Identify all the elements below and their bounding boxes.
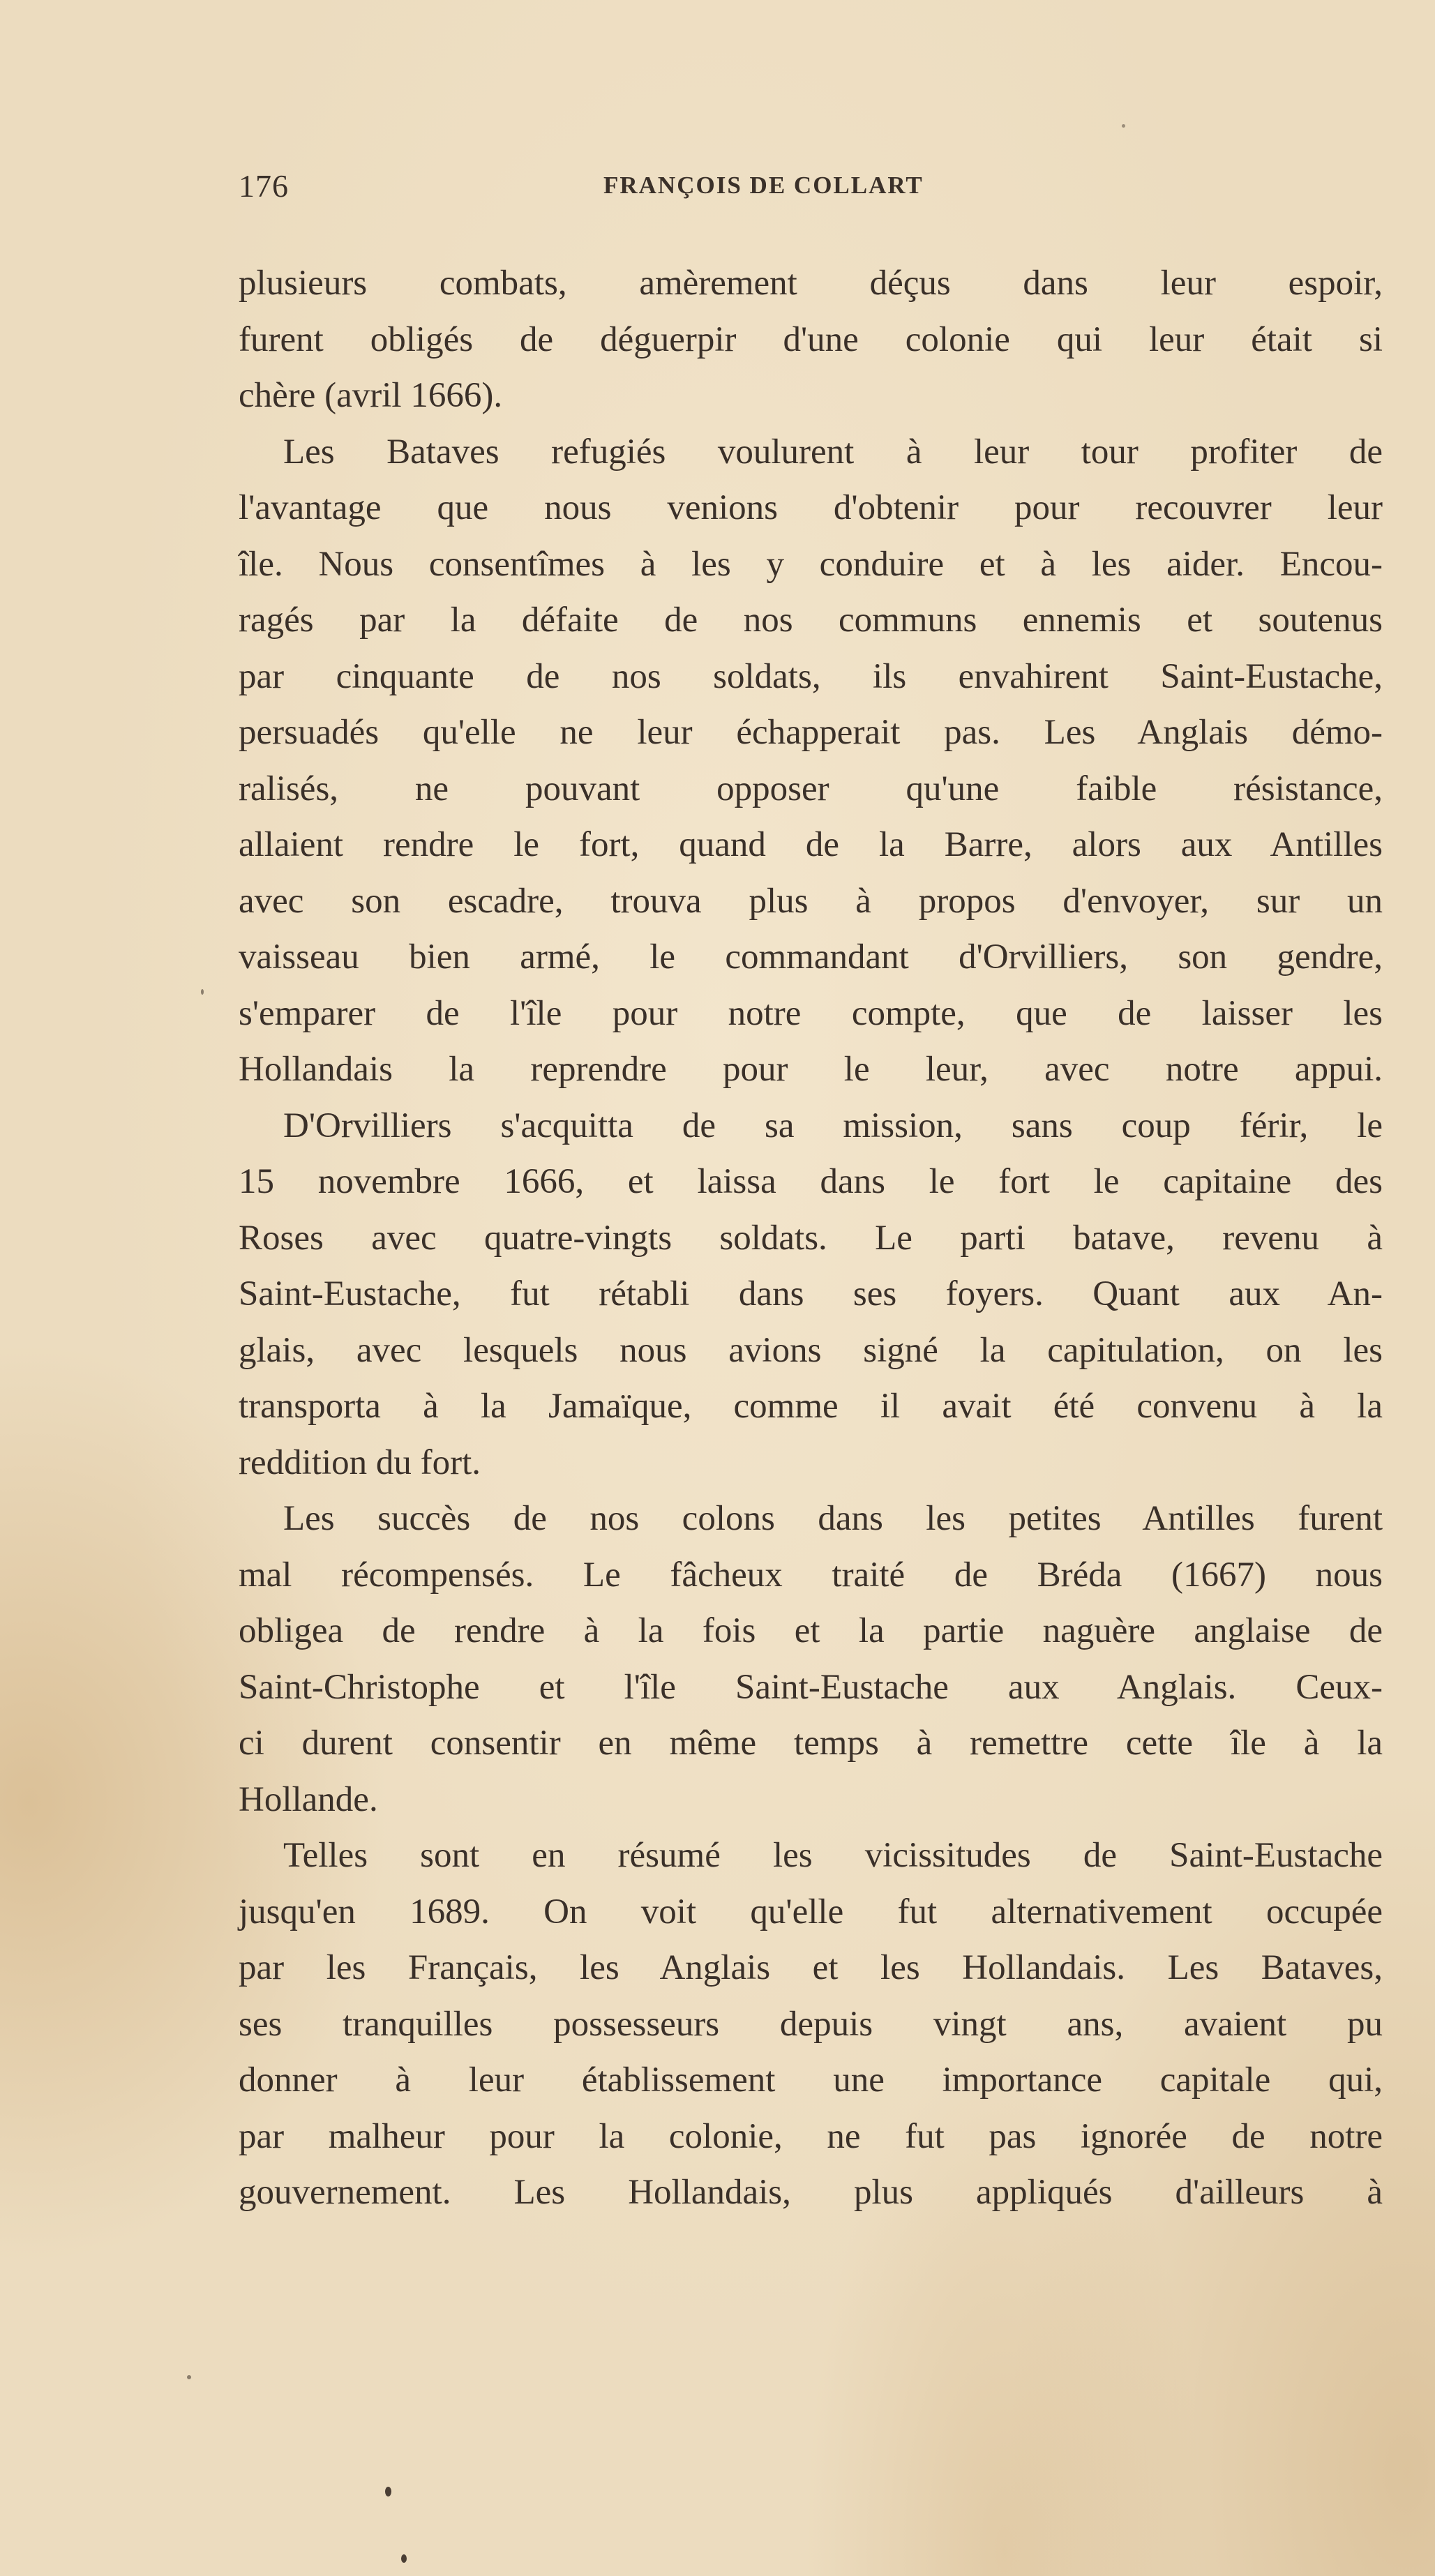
ink-speck xyxy=(201,989,204,995)
text-line: jusqu'en 1689. On voit qu'elle fut alternativement occupée xyxy=(239,1892,1383,1931)
text-line: donner à leur établissement une importance capitale qui, xyxy=(239,2061,1383,2100)
text-line: île. Nous consentîmes à les y conduire et à les aider. Encou- xyxy=(239,544,1383,584)
text-line: par malheur pour la colonie, ne fut pas ignorée de notre xyxy=(239,2116,1383,2156)
text-line: vaisseau bien armé, le commandant d'Orvilliers, son gendre, xyxy=(239,937,1383,977)
text-line: plusieurs combats, amèrement déçus dans leur espoir, xyxy=(239,264,1383,303)
text-line: Hollande. xyxy=(239,1779,378,1819)
text-line: Roses avec quatre-vingts soldats. Le parti batave, revenu à xyxy=(239,1218,1383,1258)
text-line: s'emparer de l'île pour notre compte, que de laisser les xyxy=(239,993,1383,1033)
text-line: D'Orvilliers s'acquitta de sa mission, sans coup férir, le xyxy=(283,1106,1383,1145)
text-line: ci durent consentir en même temps à remettre cette île à la xyxy=(239,1724,1383,1763)
body-text xyxy=(239,255,1383,2221)
text-line: Les Bataves refugiés voulurent à leur tour profiter de xyxy=(283,432,1383,472)
text-line: Saint-Eustache, fut rétabli dans ses foyers. Quant aux An- xyxy=(239,1274,1383,1313)
text-line: ralisés, ne pouvant opposer qu'une faible résistance, xyxy=(239,769,1383,808)
text-line: avec son escadre, trouva plus à propos d'envoyer, sur un xyxy=(239,881,1383,921)
text-line: allaient rendre le fort, quand de la Barre, alors aux Antilles xyxy=(239,825,1383,864)
text-line: par les Français, les Anglais et les Hollandais. Les Bataves, xyxy=(239,1948,1383,1987)
text-line: transporta à la Jamaïque, comme il avait été convenu à la xyxy=(239,1387,1383,1426)
ink-speck xyxy=(187,2375,191,2379)
ink-speck xyxy=(385,2487,391,2496)
text-line: Hollandais la reprendre pour le leur, avec notre appui. xyxy=(239,1050,1383,1089)
text-line: obligea de rendre à la fois et la partie naguère anglaise de xyxy=(239,1611,1383,1650)
running-title: FRANÇOIS DE COLLART xyxy=(603,172,924,199)
text-line: Saint-Christophe et l'île Saint-Eustache aux Anglais. Ceux- xyxy=(239,1667,1383,1707)
text-line: chère (avril 1666). xyxy=(239,376,503,415)
text-line: ses tranquilles possesseurs depuis vingt ans, avaient pu xyxy=(239,2004,1383,2044)
text-line: par cinquante de nos soldats, ils envahirent Saint-Eustache, xyxy=(239,656,1383,696)
text-line: mal récompensés. Le fâcheux traité de Bréda (1667) nous xyxy=(239,1555,1383,1595)
text-line: 15 novembre 1666, et laissa dans le fort le capitaine des xyxy=(239,1162,1383,1201)
text-line: gouvernement. Les Hollandais, plus appliqués d'ailleurs à xyxy=(239,2173,1383,2212)
ink-speck xyxy=(1122,124,1125,128)
text-line: Les succès de nos colons dans les petites Antilles furent xyxy=(283,1499,1383,1538)
text-line: reddition du fort. xyxy=(239,1443,481,1482)
text-line: Telles sont en résumé les vicissitudes de Saint-Eustache xyxy=(283,1836,1383,1875)
page-number: 176 xyxy=(239,168,289,204)
ink-speck xyxy=(401,2554,407,2563)
text-line: ragés par la défaite de nos communs ennemis et soutenus xyxy=(239,601,1383,640)
text-line: furent obligés de déguerpir d'une colonie qui leur était si xyxy=(239,319,1383,359)
text-line: persuadés qu'elle ne leur échapperait pas. Les Anglais démo- xyxy=(239,713,1383,752)
text-line: l'avantage que nous venions d'obtenir pour recouvrer leur xyxy=(239,488,1383,527)
text-line: glais, avec lesquels nous avions signé la capitulation, on les xyxy=(239,1330,1383,1370)
page-header xyxy=(239,167,989,209)
